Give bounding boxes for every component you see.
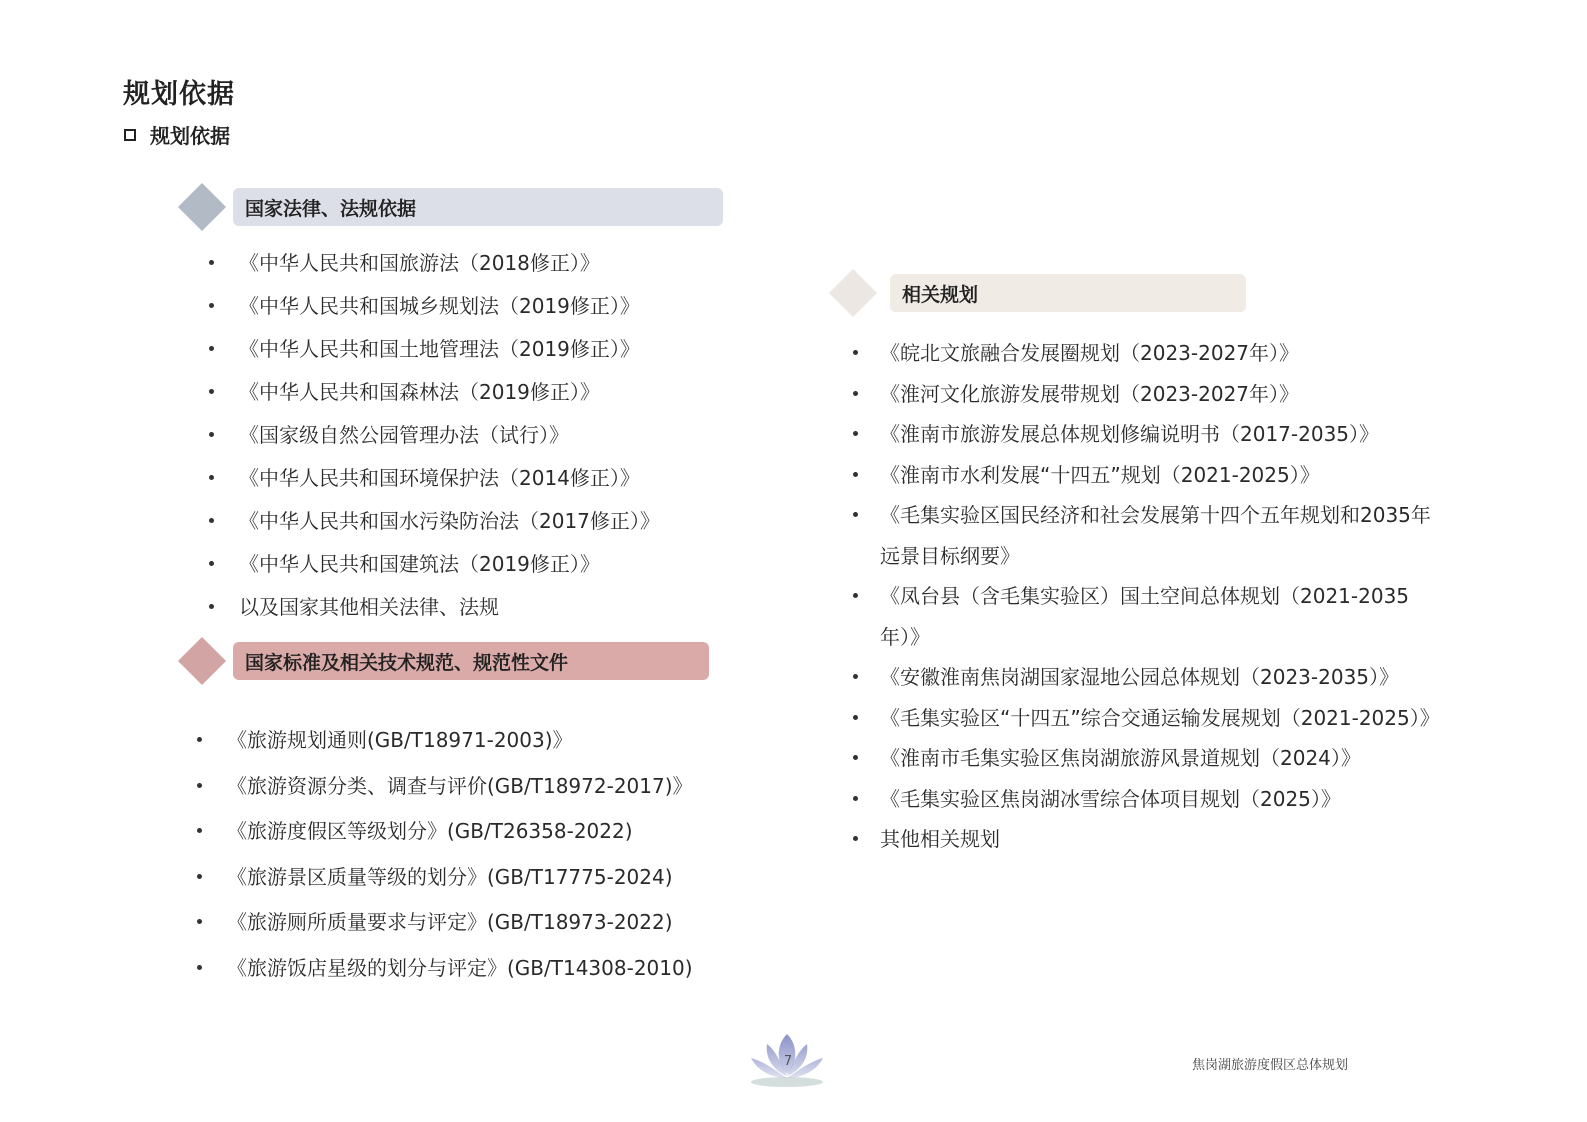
list-item <box>209 414 660 457</box>
footer-doc-title: 焦岗湖旅游度假区总体规划 <box>1192 1058 1349 1073</box>
diamond-icon <box>178 637 226 685</box>
bullet-icon <box>197 965 202 970</box>
list-national-laws <box>209 242 660 629</box>
list-item <box>853 414 1433 455</box>
list-item <box>209 586 660 629</box>
list-item <box>209 500 660 543</box>
list-item <box>197 718 693 764</box>
page-number: 7 <box>783 1054 793 1069</box>
list-item-text: 《旅游资源分类、调查与评价(GB/T18972-2017)》 <box>227 773 693 798</box>
list-item <box>209 328 660 371</box>
bullet-icon <box>209 346 214 351</box>
list-item-text: 《淮南市毛集实验区焦岗湖旅游风景道规划（2024）》 <box>880 746 1361 770</box>
bullet-icon <box>853 836 858 841</box>
list-item-text: 《毛集实验区“十四五”综合交通运输发展规划（2021-2025）》 <box>880 705 1440 730</box>
list-item-text: 《中华人民共和国建筑法（2019修正）》 <box>239 552 600 576</box>
bullet-icon <box>209 561 214 566</box>
diamond-icon <box>829 269 877 317</box>
list-item-text: 《淮南市旅游发展总体规划修编说明书（2017-2035）》 <box>880 422 1380 446</box>
list-item <box>197 946 693 992</box>
list-item-text: 以及国家其他相关法律、法规 <box>239 595 499 619</box>
list-item-text: 《旅游景区质量等级的划分》(GB/T17775-2024) <box>227 864 673 889</box>
list-item <box>197 855 693 901</box>
bullet-icon <box>853 593 858 598</box>
bullet-icon <box>209 518 214 523</box>
bullet-icon <box>853 472 858 477</box>
bullet-icon <box>853 431 858 436</box>
bullet-icon <box>197 874 202 879</box>
list-standards <box>197 718 693 992</box>
list-item <box>853 333 1433 374</box>
list-item <box>853 576 1433 657</box>
list-item-text: 《毛集实验区焦岗湖冰雪综合体项目规划（2025）》 <box>880 786 1341 811</box>
list-item <box>853 495 1433 576</box>
section-header-national-laws <box>185 188 723 226</box>
list-item <box>853 779 1433 820</box>
list-item-text: 《中华人民共和国森林法（2019修正）》 <box>239 380 600 404</box>
list-item-text: 《毛集实验区国民经济和社会发展第十四个五年规划和2035年远景目标纲要》 <box>880 503 1431 568</box>
bullet-icon <box>197 828 202 833</box>
list-item-text: 《旅游饭店星级的划分与评定》(GB/T14308-2010) <box>227 955 693 980</box>
bullet-icon <box>853 755 858 760</box>
bullet-icon <box>209 389 214 394</box>
list-item-text: 《淮河文化旅游发展带规划（2023-2027年）》 <box>880 381 1300 406</box>
bullet-icon <box>197 737 202 742</box>
list-item <box>197 900 693 946</box>
list-item <box>209 242 660 285</box>
section-header-related-plans <box>836 274 1246 312</box>
list-item-text: 《凤台县（含毛集实验区）国土空间总体规划（2021-2035 年）》 <box>880 584 1410 649</box>
list-item-text: 《中华人民共和国水污染防治法（2017修正）》 <box>239 509 660 533</box>
subhead-label: 规划依据 <box>150 124 230 148</box>
bullet-icon <box>853 796 858 801</box>
bullet-icon <box>197 783 202 788</box>
list-item-text: 《安徽淮南焦岗湖国家湿地公园总体规划（2023-2035）》 <box>880 665 1400 689</box>
list-item <box>853 819 1433 860</box>
page-title: 规划依据 <box>123 79 235 110</box>
list-item-text: 《旅游规划通则(GB/T18971-2003)》 <box>227 728 573 752</box>
section-header-standards <box>185 642 709 680</box>
list-item <box>853 657 1433 698</box>
list-item <box>209 457 660 500</box>
bullet-icon <box>853 391 858 396</box>
list-related-plans <box>853 333 1440 860</box>
diamond-icon <box>178 183 226 231</box>
list-item-text: 《中华人民共和国环境保护法（2014修正）》 <box>239 466 640 490</box>
bullet-icon <box>853 512 858 517</box>
list-item-text: 《旅游度假区等级划分》(GB/T26358-2022) <box>227 819 633 844</box>
section-title-standards: 国家标准及相关技术规范、规范性文件 <box>233 642 709 680</box>
list-item <box>209 285 660 328</box>
bullet-icon <box>853 715 858 720</box>
list-item-text: 《国家级自然公园管理办法（试行）》 <box>239 423 569 447</box>
bullet-icon <box>209 303 214 308</box>
list-item-text: 其他相关规划 <box>880 827 1000 851</box>
section-title-national-laws: 国家法律、法规依据 <box>233 188 723 226</box>
list-item <box>853 738 1433 779</box>
bullet-icon <box>853 350 858 355</box>
list-item <box>853 455 1433 496</box>
list-item <box>209 543 660 586</box>
bullet-icon <box>853 674 858 679</box>
list-item <box>853 698 1440 739</box>
list-item-text: 《皖北文旅融合发展圈规划（2023-2027年）》 <box>880 341 1300 365</box>
list-item <box>197 809 693 855</box>
bullet-icon <box>197 919 202 924</box>
list-item-text: 《中华人民共和国旅游法（2018修正）》 <box>239 251 600 275</box>
section-title-related-plans: 相关规划 <box>890 274 1246 312</box>
list-item <box>853 374 1433 415</box>
bullet-icon <box>209 260 214 265</box>
list-item <box>197 764 693 810</box>
bullet-icon <box>209 475 214 480</box>
bullet-icon <box>209 604 214 609</box>
subhead <box>124 120 230 149</box>
list-item-text: 《淮南市水利发展“十四五”规划（2021-2025）》 <box>880 462 1320 487</box>
list-item-text: 《中华人民共和国土地管理法（2019修正）》 <box>239 337 640 361</box>
list-item-text: 《旅游厕所质量要求与评定》(GB/T18973-2022) <box>227 910 673 935</box>
checkbox-square-icon <box>124 129 136 141</box>
list-item-text: 《中华人民共和国城乡规划法（2019修正）》 <box>239 294 640 318</box>
bullet-icon <box>209 432 214 437</box>
list-item <box>209 371 660 414</box>
